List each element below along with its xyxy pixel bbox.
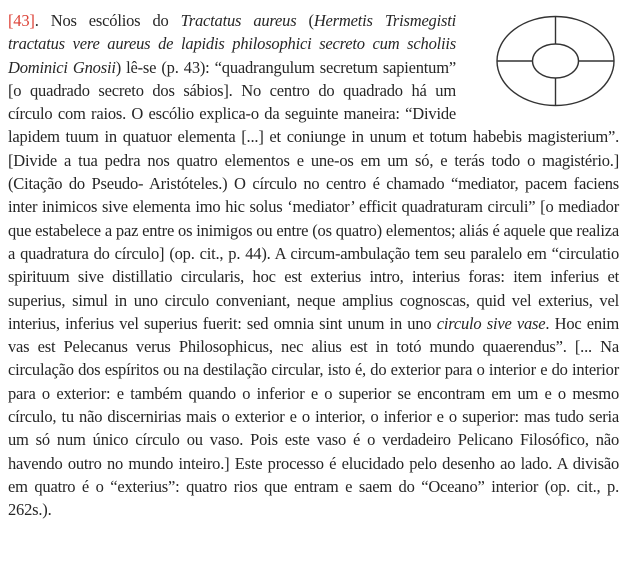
footnote-number: [43] <box>8 11 35 30</box>
text-run: ( <box>296 11 314 30</box>
figure-quadratura-circuli <box>464 11 619 114</box>
text-run: Hermetis Trismegisti tractatus vere aureus de lapidis philosophici secreto cum scholiis Dominici Gnosii <box>8 11 456 77</box>
inner-ellipse <box>533 44 579 78</box>
text-run: Tractatus aureus <box>180 11 297 30</box>
text-run: . Hoc enim vas est Pelecanus verus Philosophicus, nec alius est in totó mundo quaerendus”. [... Na circulação dos espíritos ou na destilação circular, isto é, do exterior para o interior e do interior para o exterior: e também quando o inferior e o superior se encontram em um e o mesmo círculo, tu não discernirias mais o exterior e o interior, o inferior e o superior: mas tudo seria um só num único círculo ou vaso. Pois este vaso é o verdadeiro Pelicano Filosófico, não havendo outro no mundo inteiro.] Este processo é elucidado pelo desenho ao lado. A divisão em quatro é o “exterius”: quatro rios que entram e saem do “Oceano” interior (op. cit., p. 262s.). <box>8 313 619 520</box>
text-run: ) lê-se (p. 43): “quadrangulum secretum sapientum” [o quadrado secreto dos sábios]. No centro do quadrado há um círculo com raios. O escólio explica-o da seguinte maneira: “Divide lapidem tuum in quatuor elementa [...] et coniunge in unum et totum habebis magisterium”. [Divide a tua pedra nos quatro elementos e une-os em um só, e terás todo o magistério.] (Citação do Pseudo- Aristóteles.) O círculo no centro é chamado “mediator, pacem faciens inter inimicos sive elementa imo hic solus ‘mediator’ efficit quadraturam circuli” [o mediador que estabelece a paz entre os inimigos ou entre (os quatro) elementos; aliás é aquele que realiza a quadratura do círculo] (op. cit., p. 44). A circum-ambulação tem seu paralelo em “circulatio spirituum sive distillatio circularis, hoc est exterius intro, interius foras: item inferius et superius, simul in uno circulo conveniant, neque amplius cognoscas, quid vel exterius, vel interius, inferius vel superius fuerit: sed omnia sint unum in uno <box>8 57 619 333</box>
text-run: . Nos escólios do <box>34 11 181 30</box>
text-run: circulo sive vase <box>436 313 546 333</box>
ellipse-quadrant-diagram-icon <box>492 11 619 112</box>
